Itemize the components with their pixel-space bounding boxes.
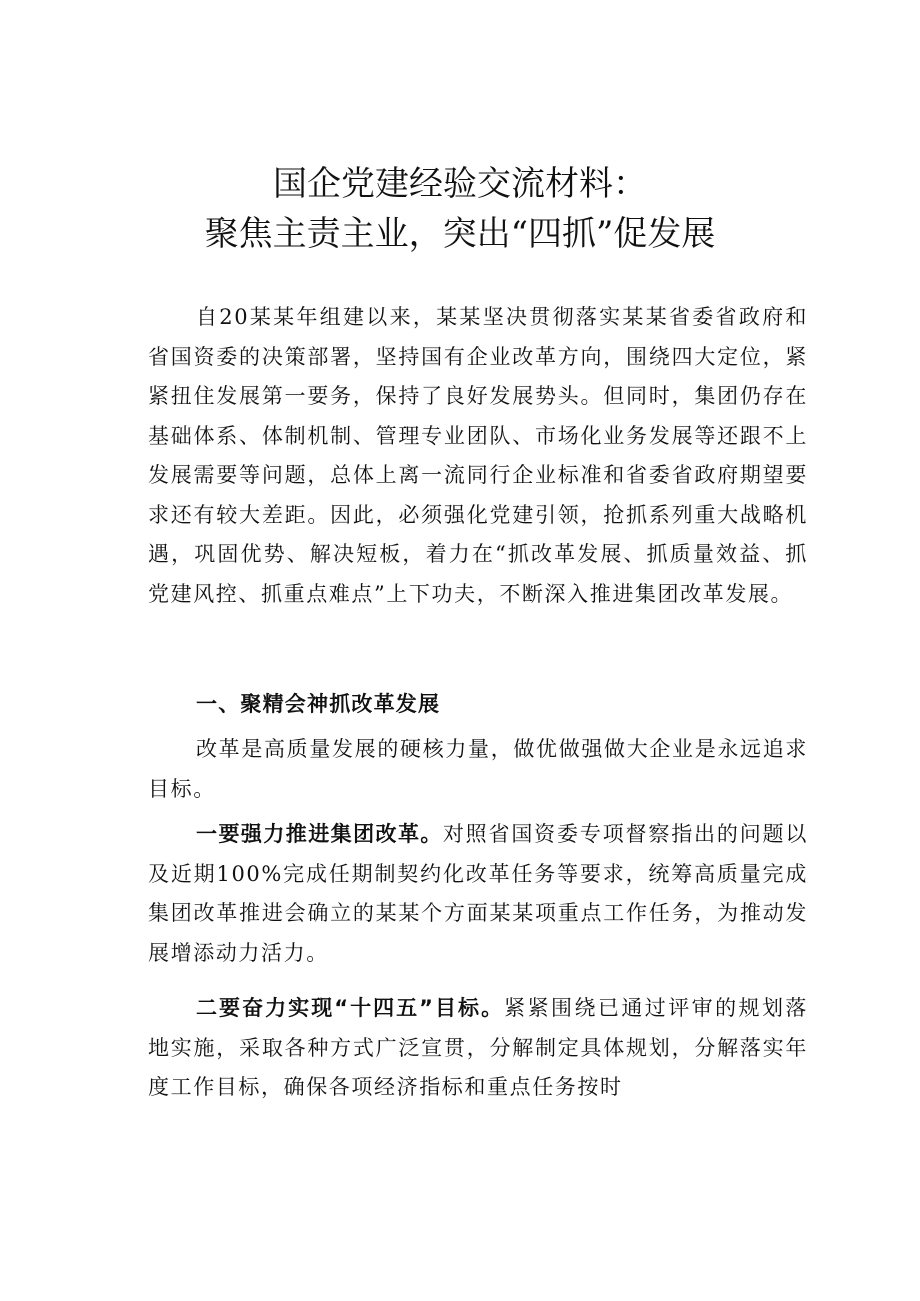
point-1-text: 对照省国资委专项督察指出的问题以及近期100%完成任期制契约化改革任务等要求，统筹高质量完成集团改革推进会确立的某某个方面某某项重点工作任务，为推动发展增添动力活力。 — [148, 822, 808, 965]
section-1-intro-paragraph: 改革是高质量发展的硬核力量，做优做强做大企业是永远追求目标。 — [148, 737, 808, 801]
point-1-lead: 一要强力推进集团改革。 — [196, 822, 443, 846]
point-2-text: 紧紧围绕已通过评审的规划落地实施，采取各种方式广泛宣贯，分解制定具体规划，分解落实年度工作目标，确保各项经济指标和重点任务按时 — [148, 996, 808, 1099]
intro-paragraph: 自20某某年组建以来，某某坚决贯彻落实某某省委省政府和省国资委的决策部署，坚持国有企业改革方向，围绕四大定位，紧紧扭住发展第一要务，保持了良好发展势头。但同时，集团仍存在基础体系、体制机制、管理专业团队、市场化业务发展等还跟不上发展需要等问题，总体上离一流同行企业标准和省委省政府期望要求还有较大差距。因此，必须强化党建引领，抢抓系列重大战略机遇，巩固优势、解决短板，着力在“抓改革发展、抓质量效益、抓党建风控、抓重点难点”上下功夫，不断深入推进集团改革发展。 — [148, 305, 808, 606]
document-title-line-1: 国企党建经验交流材料： — [273, 164, 647, 204]
point-2-paragraph — [148, 989, 808, 1108]
document-title-line-2: 聚焦主责主业，突出“四抓”促发展 — [204, 214, 716, 254]
point-1-paragraph — [148, 815, 808, 973]
section-heading-1: 一、聚精会神抓改革发展 — [196, 692, 441, 716]
point-2-lead: 二要奋力实现“十四五”目标。 — [196, 996, 505, 1020]
